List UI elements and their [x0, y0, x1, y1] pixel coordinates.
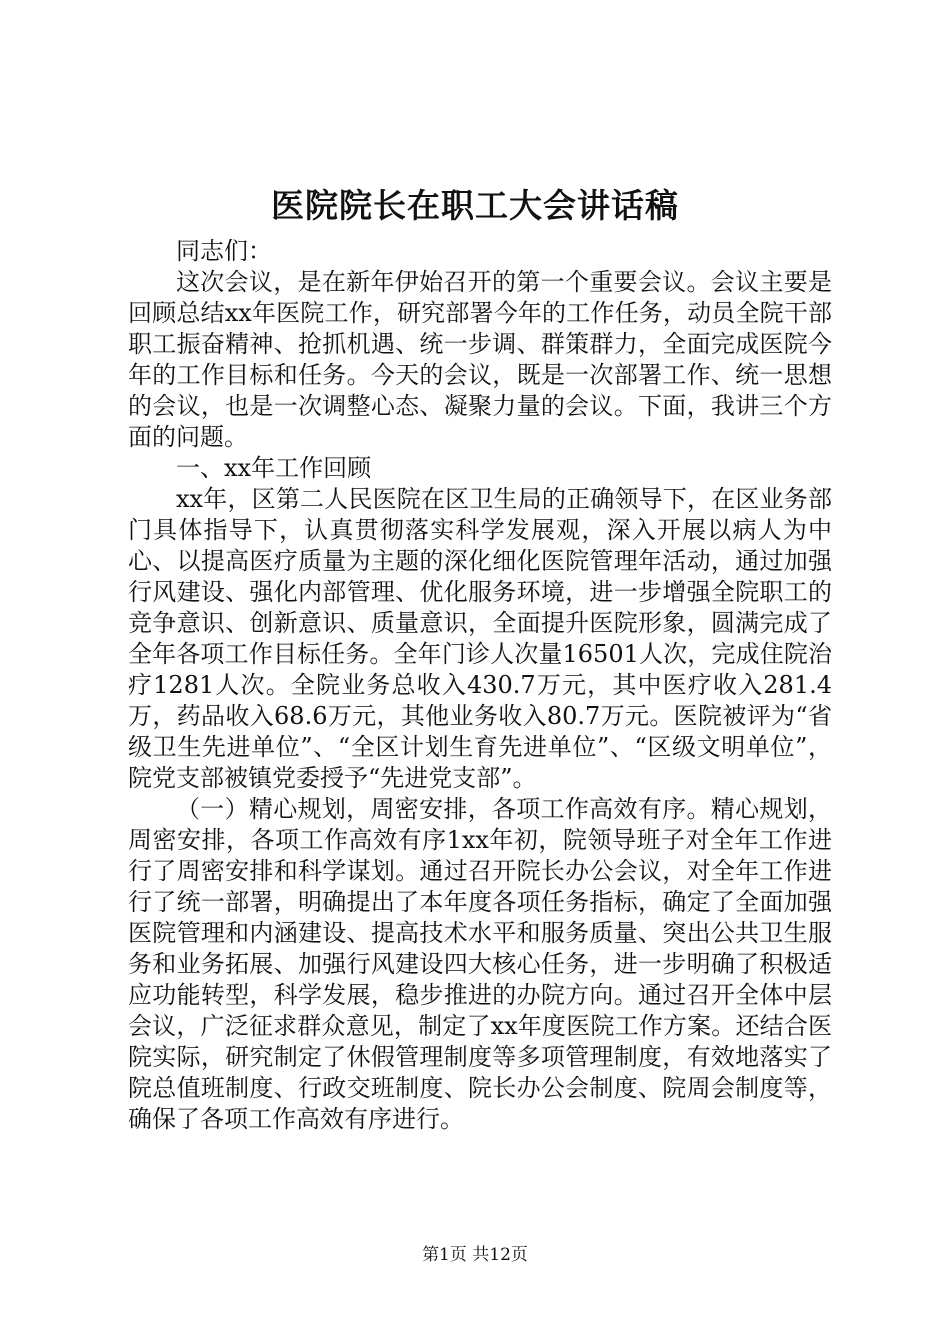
document-body	[128, 236, 832, 1135]
page-footer: 第1页 共12页	[422, 1245, 528, 1265]
section-heading: 一、xx年工作回顾	[176, 454, 372, 482]
document-title: 医院院长在职工大会讲话稿	[271, 186, 679, 225]
intro-paragraph: 这次会议，是在新年伊始召开的第一个重要会议。会议主要是回顾总结xx年医院工作，研究部署今年的工作任务，动员全院干部职工振奋精神、抢抓机遇、统一步调、群策群力，全面完成医院今年的工作目标和任务。今天的会议，既是一次部署工作、统一思想的会议，也是一次调整心态、凝聚力量的会议。下面，我讲三个方面的问题。	[128, 268, 832, 451]
planning-paragraph: （一）精心规划，周密安排，各项工作高效有序。精心规划，周密安排，各项工作高效有序1xx年初，院领导班子对全年工作进行了周密安排和科学谋划。通过召开院长办公会议，对全年工作进行了统一部署，明确提出了本年度各项任务指标，确定了全面加强医院管理和内涵建设、提高技术水平和服务质量、突出公共卫生服务和业务拓展、加强行风建设四大核心任务，进一步明确了积极适应功能转型，科学发展，稳步推进的办院方向。通过召开全体中层会议，广泛征求群众意见，制定了xx年度医院工作方案。还结合医院实际，研究制定了休假管理制度等多项管理制度，有效地落实了院总值班制度、行政交班制度、院长办公会制度、院周会制度等，确保了各项工作高效有序进行。	[128, 795, 832, 1133]
review-paragraph: xx年，区第二人民医院在区卫生局的正确领导下，在区业务部门具体指导下，认真贯彻落实科学发展观，深入开展以病人为中心、以提高医疗质量为主题的深化细化医院管理年活动，通过加强行风建设、强化内部管理、优化服务环境，进一步增强全院职工的竞争意识、创新意识、质量意识，全面提升医院形象，圆满完成了全年各项工作目标任务。全年门诊人次量16501人次，完成住院治疗1281人次。全院业务总收入430.7万元，其中医疗收入281.4万，药品收入68.6万元，其他业务收入80.7万元。医院被评为“省级卫生先进单位”、“全区计划生育先进单位”、“区级文明单位”，院党支部被镇党委授予“先进党支部”。	[128, 485, 832, 792]
salutation-paragraph: 同志们：	[176, 237, 272, 265]
